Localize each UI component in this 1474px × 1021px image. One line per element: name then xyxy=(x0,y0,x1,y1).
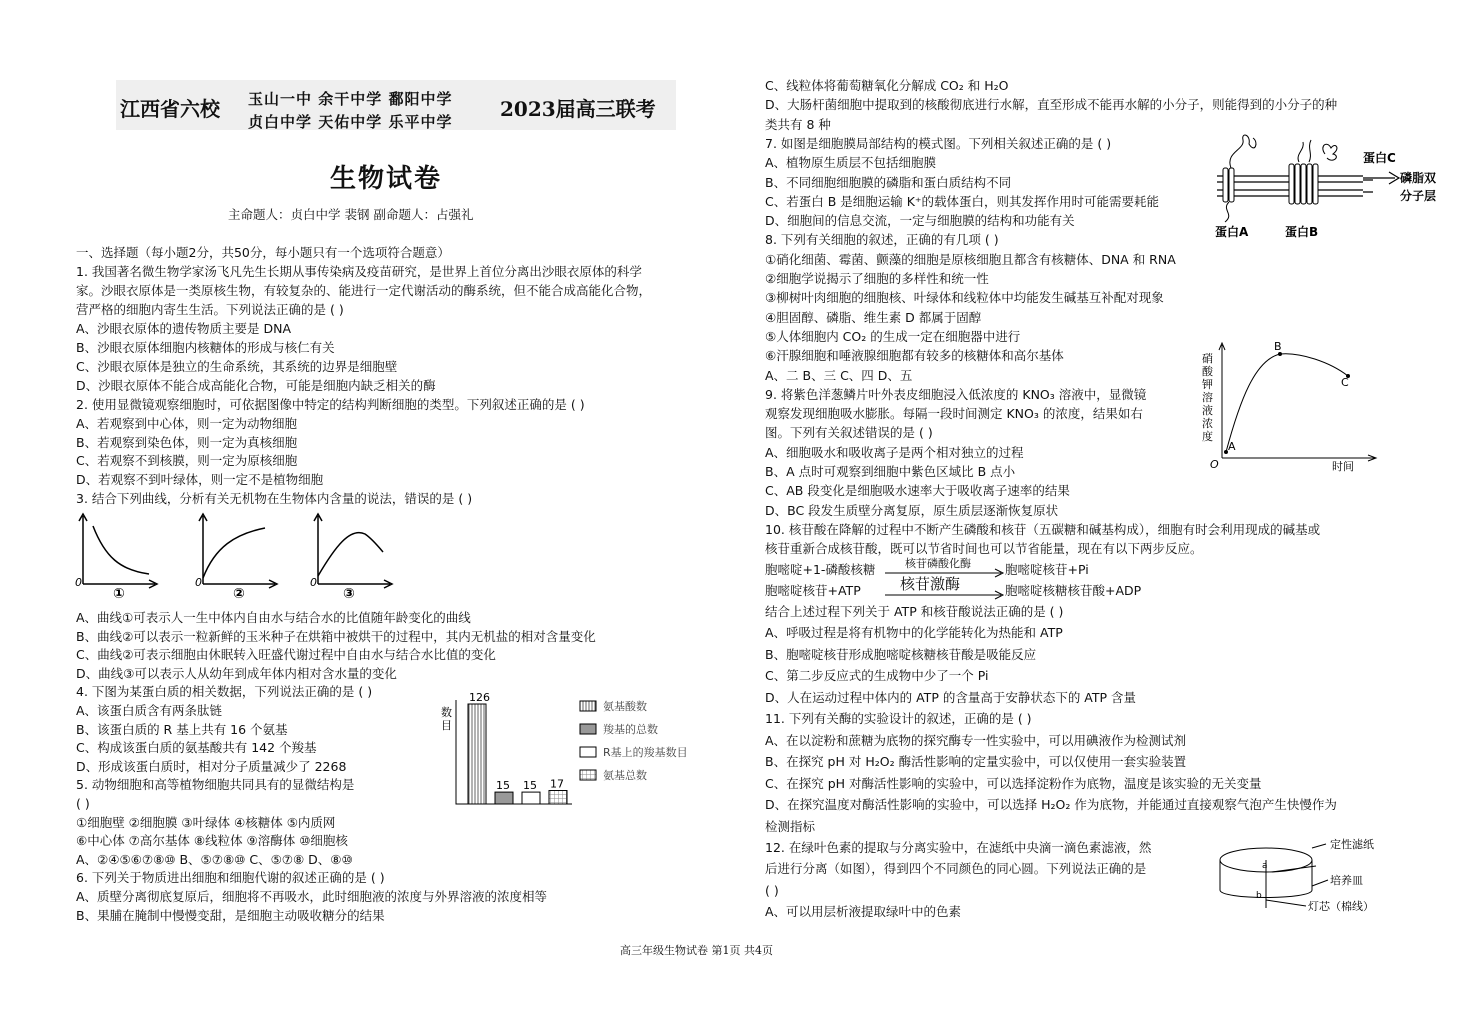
q9-ylabel-char: 液 xyxy=(1202,404,1213,417)
text-line: ①硝化细菌、霉菌、颤藻的细胞是原核细胞且都含有核糖体、DNA 和 RNA xyxy=(765,251,1176,267)
text-line: D、BC 段发生质壁分离复原，原生质层逐渐恢复原状 xyxy=(765,502,1059,518)
text-line: C、AB 段变化是细胞吸水速率大于吸收离子速率的结果 xyxy=(765,483,1070,499)
text-line: 12. 在绿叶色素的提取与分离实验中，在滤纸中央滴一滴色素滤液，然 xyxy=(765,839,1152,855)
text-line: 5. 动物细胞和高等植物细胞共同具有的显微结构是 xyxy=(76,777,355,793)
q4-legend-label: 氨基总数 xyxy=(603,769,647,782)
text-line: 核苷重新合成核苷酸，既可以节省时间也可以节省能量，现在有以下两步反应。 xyxy=(765,541,1203,557)
q7-protein-b: 蛋白B xyxy=(1285,225,1319,239)
q4-legend-label: R基上的羧基数目 xyxy=(603,746,688,759)
text-line: 检测指标 xyxy=(765,818,816,834)
text-line: A、呼吸过程是将有机物中的化学能转化为热能和 ATP xyxy=(765,625,1063,641)
q3-origin-2: 0 xyxy=(195,576,202,589)
text-line: 类共有 8 种 xyxy=(765,116,831,132)
text-line: 10. 核苷酸在降解的过程中不断产生磷酸和核苷（五碳糖和碱基构成），细胞有时会利用现成的碱基或 xyxy=(765,521,1321,537)
q9-point-a: A xyxy=(1228,440,1236,453)
text-line: ⑥汗腺细胞和唾液腺细胞都有较多的核糖体和高尔基体 xyxy=(765,348,1064,364)
q4-legend-swatch xyxy=(580,724,596,734)
text-line: A、②④⑤⑥⑦⑧⑩ B、⑤⑦⑧⑩ C、⑤⑦⑧ D、⑧⑩ xyxy=(76,851,353,867)
text-line: B、曲线②可以表示一粒新鲜的玉米种子在烘箱中被烘干的过程中，其内无机盐的相对含量变化 xyxy=(76,628,596,644)
text-line: 6. 下列关于物质进出细胞和细胞代谢的叙述正确的是 ( ) xyxy=(76,870,385,886)
q7-bilayer-2: 分子层 xyxy=(1400,189,1437,203)
q4-bar xyxy=(468,704,486,804)
q3-origin-1: 0 xyxy=(75,576,82,589)
text-line: D、人在运动过程中体内的 ATP 的含量高于安静状态下的 ATP 含量 xyxy=(765,689,1137,705)
text-line: ②细胞学说揭示了细胞的多样性和统一性 xyxy=(765,271,989,286)
text-line: C、若观察不到核膜，则一定为原核细胞 xyxy=(76,453,298,469)
text-line: ( ) xyxy=(76,796,90,811)
text-line: D、细胞间的信息交流，一定与细胞膜的结构和功能有关 xyxy=(765,213,1075,229)
text-line: B、不同细胞细胞膜的磷脂和蛋白质结构不同 xyxy=(765,174,1012,190)
text-line: 营严格的细胞内寄生生活。下列说法正确的是 ( ) xyxy=(76,301,344,317)
q9-origin: O xyxy=(1210,458,1219,471)
text-line: A、在以淀粉和蔗糖为底物的探究酶专一性实验中，可以用碘液作为检测试剂 xyxy=(765,732,1187,748)
text-line: 11. 下列有关酶的实验设计的叙述，正确的是 ( ) xyxy=(765,711,1032,727)
authors: 主命题人：贞白中学 裴钢 副命题人：占强礼 xyxy=(228,207,474,222)
text-line: 后进行分离（如图），得到四个不同颜色的同心圆。下列说法正确的是 xyxy=(765,861,1147,877)
text-line: B、胞嘧啶核苷形成胞嘧啶核糖核苷酸是吸能反应 xyxy=(765,646,1037,662)
q9-curve-figure xyxy=(1200,340,1380,475)
q3-label-1: ① xyxy=(113,586,125,602)
q3-origin-3: 0 xyxy=(310,576,317,589)
text-line: B、该蛋白质的 R 基上共有 16 个氨基 xyxy=(76,721,288,737)
text-line: D、曲线③可以表示人从幼年到成年体内相对含水量的变化 xyxy=(76,665,397,681)
text-line: B、若观察到染色体，则一定为真核细胞 xyxy=(76,434,298,450)
q4-ylabel-char: 目 xyxy=(441,719,452,732)
q12-label-a: a xyxy=(1262,861,1268,871)
q9-xlabel: 时间 xyxy=(1332,460,1354,473)
text-line: B、沙眼衣原体细胞内核糖体的形成与核仁有关 xyxy=(76,339,335,355)
q3-curves-figure xyxy=(75,512,415,602)
q12-label-b: b xyxy=(1256,891,1262,901)
text-line: C、线粒体将葡萄糖氧化分解成 CO₂ 和 H₂O xyxy=(765,78,1009,93)
q9-ylabel-char: 溶 xyxy=(1202,391,1213,404)
reaction1-right: 胞嘧啶核苷+Pi xyxy=(1005,562,1089,577)
q9-ylabel-char: 度 xyxy=(1202,430,1213,443)
q4-value-label: 126 xyxy=(469,691,490,704)
text-line: ⑤人体细胞内 CO₂ 的生成一定在细胞器中进行 xyxy=(765,328,1021,344)
header-right: 2023届高三联考 xyxy=(500,97,656,121)
q4-value-label: 15 xyxy=(523,779,537,793)
text-line: C、第二步反应式的生成物中少了一个 Pi xyxy=(765,668,989,684)
reaction2-arrow xyxy=(885,590,1007,600)
q3-label-3: ③ xyxy=(343,586,355,602)
text-line: C、构成该蛋白质的氨基酸共有 142 个羧基 xyxy=(76,740,317,756)
text-line: 观察发现细胞吸水膨胀。每隔一段时间测定 KNO₃ 的浓度，结果如右 xyxy=(765,406,1143,422)
q4-legend-swatch xyxy=(580,747,596,757)
q4-bar xyxy=(549,791,567,804)
text-line: B、果脯在腌制中慢慢变甜，是细胞主动吸收糖分的结果 xyxy=(76,907,385,923)
text-line: C、若蛋白 B 是细胞运输 K⁺的载体蛋白，则其发挥作用时可能需要耗能 xyxy=(765,193,1160,209)
q12-filter-paper: 定性滤纸 xyxy=(1330,838,1374,851)
text-line: A、曲线①可表示人一生中体内自由水与结合水的比值随年龄变化的曲线 xyxy=(76,610,471,625)
q9-ylabel-char: 硝 xyxy=(1202,352,1213,365)
q9-ylabel-char: 酸 xyxy=(1202,365,1213,378)
reaction1-left: 胞嘧啶+1-磷酸核糖 xyxy=(765,562,876,577)
text-line: A、若观察到中心体，则一定为动物细胞 xyxy=(76,415,298,431)
q7-bilayer-1: 磷脂双 xyxy=(1400,171,1437,185)
text-line: C、曲线②可表示细胞由休眠转入旺盛代谢过程中自由水与结合水比值的变化 xyxy=(76,647,496,663)
q4-legend-label: 氨基酸数 xyxy=(603,700,647,713)
text-line: 7. 如图是细胞膜局部结构的模式图。下列相关叙述正确的是 ( ) xyxy=(765,135,1112,151)
text-line: 9. 将紫色洋葱鳞片叶外表皮细胞浸入低浓度的 KNO₃ 溶液中，显微镜 xyxy=(765,386,1147,402)
q12-dish: 培养皿 xyxy=(1330,874,1363,887)
text-line: 图。下列有关叙述错误的是 ( ) xyxy=(765,425,933,441)
reaction2-left: 胞嘧啶核苷+ATP xyxy=(765,583,861,598)
text-line: 3. 结合下列曲线，分析有关无机物在生物体内含量的说法，错误的是 ( ) xyxy=(76,491,473,507)
q12-dish-figure xyxy=(1218,838,1398,918)
q4-ylabel-char: 数 xyxy=(441,706,452,719)
reaction2-enzyme: 核苷激酶 xyxy=(900,575,961,593)
q4-value-label: 15 xyxy=(496,779,510,793)
q12-wick: 灯芯（棉线） xyxy=(1308,900,1374,913)
text-line: 结合上述过程下列关于 ATP 和核苷酸说法正确的是 ( ) xyxy=(765,604,1064,619)
reaction1-enzyme: 核苷磷酸化酶 xyxy=(905,557,971,570)
text-line: A、植物原生质层不包括细胞膜 xyxy=(765,155,937,171)
q7-membrane-figure xyxy=(1215,132,1445,242)
q9-point-c: C xyxy=(1341,376,1349,389)
text-line: 一、选择题（每小题2分，共50分，每小题只有一个选项符合题意） xyxy=(76,245,450,260)
header-schools-row2: 贞白中学 天佑中学 乐平中学 xyxy=(248,113,453,131)
text-line: A、细胞吸水和吸收离子是两个相对独立的过程 xyxy=(765,444,1024,460)
q4-bar xyxy=(522,792,540,804)
text-line: 家。沙眼衣原体是一类原核生物，有较复杂的、能进行一定代谢活动的酶系统，但不能合成高能化合物， xyxy=(76,282,652,298)
text-line: B、在探究 pH 对 H₂O₂ 酶活性影响的定量实验中，可以仅使用一套实验装置 xyxy=(765,754,1187,770)
text-line: ④胆固醇、磷脂、维生素 D 都属于固醇 xyxy=(765,309,982,325)
page-footer: 高三年级生物试卷 第1页 共4页 xyxy=(620,944,773,957)
text-line: ③柳树叶肉细胞的细胞核、叶绿体和线粒体中均能发生碱基互补配对现象 xyxy=(765,290,1164,306)
text-line: D、沙眼衣原体不能合成高能化合物，可能是细胞内缺乏相关的酶 xyxy=(76,377,436,393)
text-line: C、在探究 pH 对酶活性影响的实验中，可以选择淀粉作为底物，温度是该实验的无关变量 xyxy=(765,775,1262,791)
q4-legend-label: 羧基的总数 xyxy=(603,723,658,736)
text-line: 2. 使用显微镜观察细胞时，可依据图像中特定的结构判断细胞的类型。下列叙述正确的是 ( ) xyxy=(76,396,585,412)
text-line: C、沙眼衣原体是独立的生命系统，其系统的边界是细胞壁 xyxy=(76,358,398,374)
text-line: A、可以用层析液提取绿叶中的色素 xyxy=(765,904,962,920)
text-line: D、在探究温度对酶活性影响的实验中，可以选择 H₂O₂ 作为底物，并能通过直接观察气泡产生快慢作为 xyxy=(765,797,1337,813)
q4-value-label: 17 xyxy=(550,777,564,791)
text-line: D、大肠杆菌细胞中提取到的核酸彻底进行水解，直至形成不能再水解的小分子，则能得到的小分子的种 xyxy=(765,97,1338,113)
q4-bar-chart xyxy=(438,690,708,810)
q9-point-b: B xyxy=(1274,340,1282,353)
text-line: A、沙眼衣原体的遗传物质主要是 DNA xyxy=(76,320,292,336)
text-line: D、若观察不到叶绿体，则一定不是植物细胞 xyxy=(76,472,324,488)
q9-ylabel-char: 浓 xyxy=(1202,417,1213,430)
text-line: B、A 点时可观察到细胞中紫色区域比 B 点小 xyxy=(765,464,1016,479)
text-line: D、形成该蛋白质时，相对分子质量减少了 2268 xyxy=(76,758,347,774)
q4-bar xyxy=(495,792,513,804)
q4-legend-swatch xyxy=(580,770,596,780)
reaction2-right: 胞嘧啶核糖核苷酸+ADP xyxy=(1005,583,1142,598)
q3-label-2: ② xyxy=(233,586,245,602)
q9-ylabel-char: 钾 xyxy=(1202,378,1213,391)
text-line: 1. 我国著名微生物学家汤飞凡先生长期从事传染病及疫苗研究，是世界上首位分离出沙眼衣原体的科学 xyxy=(76,263,642,279)
text-line: ⑥中心体 ⑦高尔基体 ⑧线粒体 ⑨溶酶体 ⑩细胞核 xyxy=(76,833,348,849)
text-line: A、质壁分离彻底复原后，细胞将不再吸水，此时细胞液的浓度与外界溶液的浓度相等 xyxy=(76,889,548,904)
q7-protein-c: 蛋白C xyxy=(1363,151,1396,165)
page-title: 生物试卷 xyxy=(330,164,443,194)
text-line: ①细胞壁 ②细胞膜 ③叶绿体 ④核糖体 ⑤内质网 xyxy=(76,814,336,830)
text-line: ( ) xyxy=(765,882,779,898)
text-line: 4. 下图为某蛋白质的相关数据，下列说法正确的是 ( ) xyxy=(76,684,373,700)
q7-protein-a: 蛋白A xyxy=(1215,225,1249,239)
text-line: A、该蛋白质含有两条肽链 xyxy=(76,703,223,718)
q4-legend-swatch xyxy=(580,701,596,711)
text-line: 8. 下列有关细胞的叙述，正确的有几项 ( ) xyxy=(765,232,999,248)
header-left: 江西省六校 xyxy=(120,97,220,121)
text-line: A、二 B、三 C、四 D、五 xyxy=(765,367,913,383)
header-schools-row1: 玉山一中 余干中学 鄱阳中学 xyxy=(248,90,453,108)
